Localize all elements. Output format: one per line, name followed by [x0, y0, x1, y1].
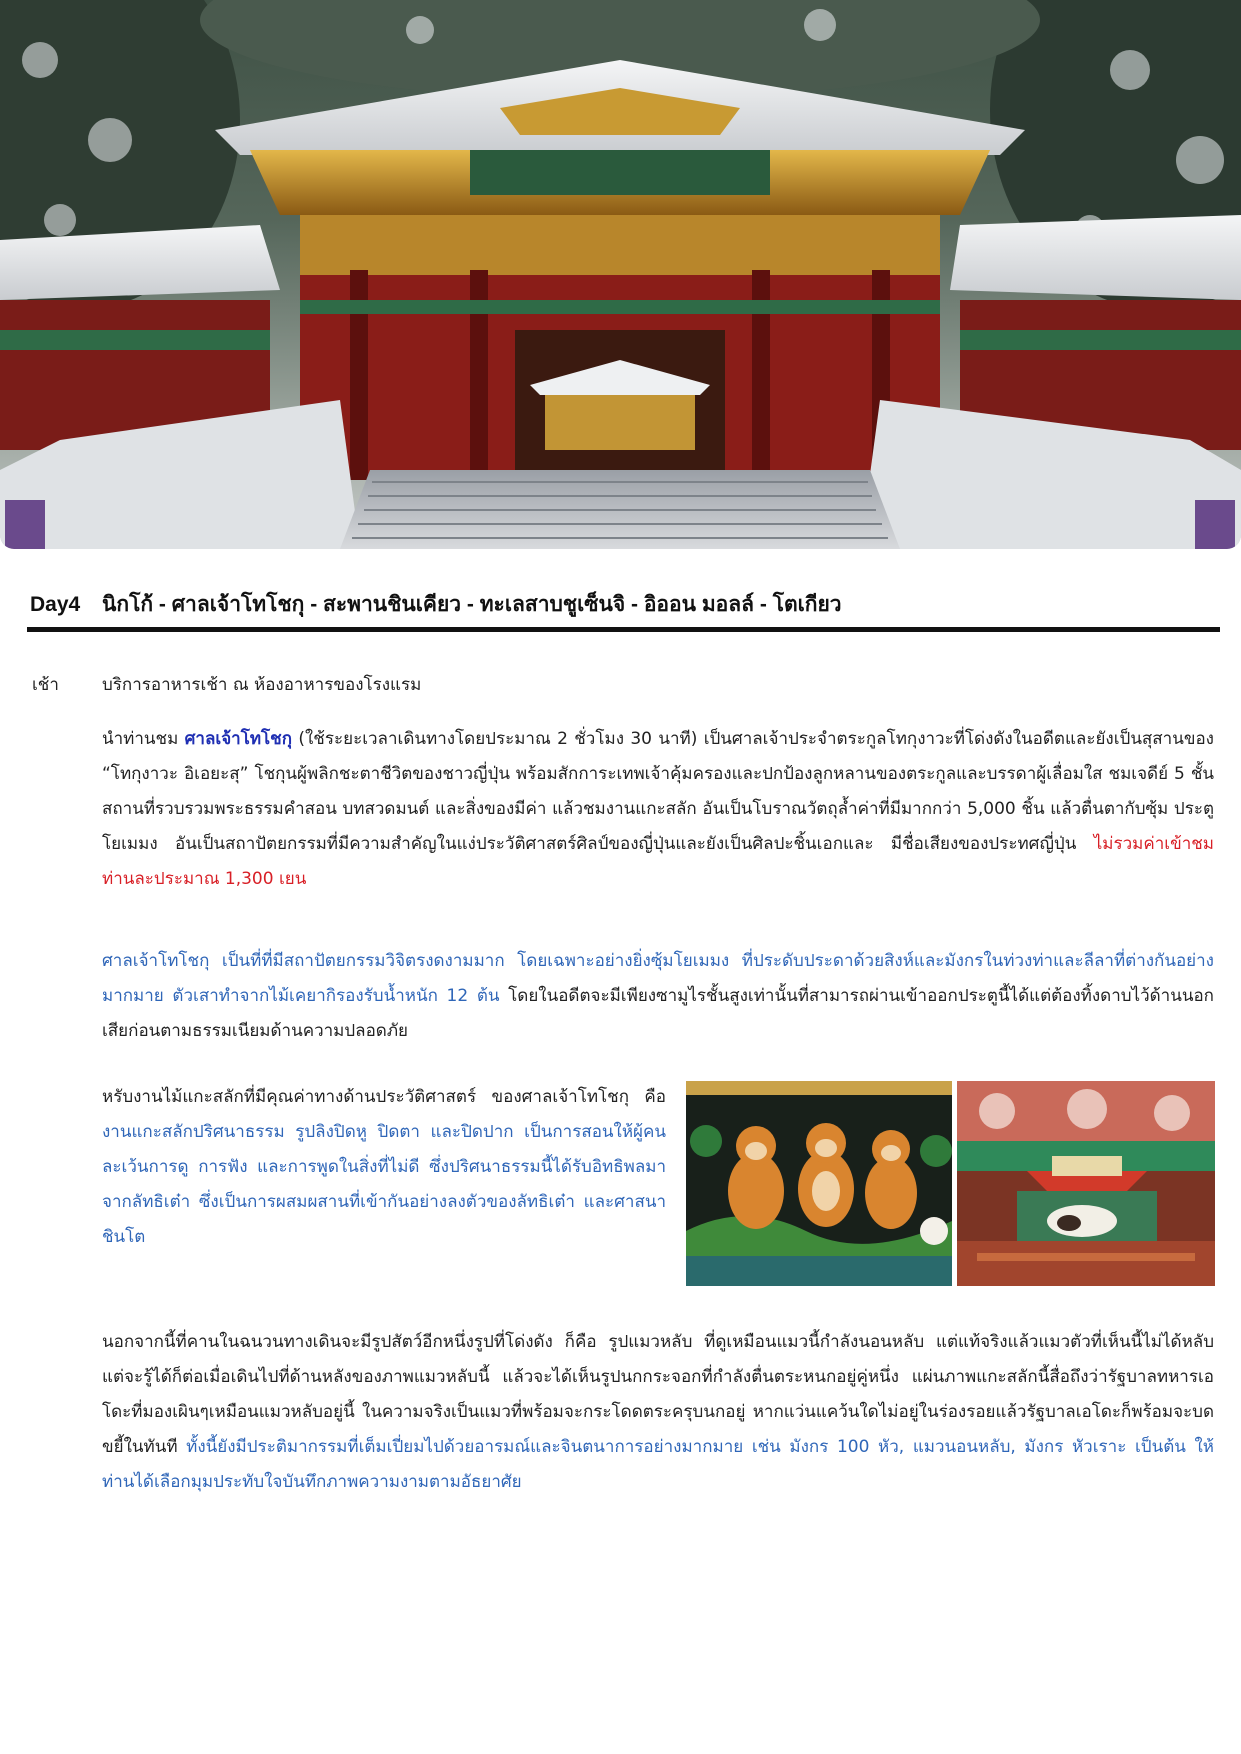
cat-body: นอกจากนี้ที่คานในฉนวนทางเดินจะมีรูปสัตว์อีกหนึ่งรูปที่โด่งดัง ก็คือ รูปแมวหลับ ที่ดูเหมือนแมวนี้กำลังนอนหลับ แต่แท้จริงแล้วแมวตัวที่เห็นนี้ไม่ได้หลับ แต่จะรู้ได้ก็ต่อเมื่อเดินไปที่ด้านหลังของภาพแมวหลับนี้ แล้วจะได้เห็นรูปนกกระจอกที่กำลังตื่นตระหนกอยู่คู่หนึ่ง แผ่นภาพแกะสลักนี้สื่อถึงว่ารัฐบาลทหารเอโดะที่มองเผินๆเหมือนแมวหลับอยู่นี้ ในความจริงเป็นแมวที่พร้อมจะกระโดดตระครุบนกอยู่ หากแว่นแคว้นใดไม่อยู่ในร่องรอยแล้วรัฐบาลเอโดะก็พร้อมจะบด ขยี้ในทันที — [102, 1332, 1214, 1457]
sleeping-cat-illustration — [957, 1081, 1215, 1286]
intro-lead: นำท่านชม — [102, 729, 185, 749]
intro-body: (ใช้ระยะเวลาเดินทางโดยประมาณ 2 ชั่วโมง 30 นาที) เป็นศาลเจ้าประจำตระกูลโทกุงาวะที่โด่งดังในอดีตและยังเป็นสุสานของ “โทกุงาวะ อิเอยะสุ” โชกุนผู้พลิกชะตาชีวิตของชาวญี่ปุ่น พร้อมสักการะเทพเจ้าคุ้มครองและปกป้องลูกหลานของตระกูลและบรรดาผู้เลื่อมใส ชมเจดีย์ 5 ชั้น สถานที่รวบรวมพระธรรมคำสอน บทสวดมนต์ และสิ่งของมีค่า แล้วชมงานแกะสลัก อันเป็นโบราณวัตถุล้ำค่าที่มีมากกว่า 5,000 ชิ้น แล้วตื่นตากับซุ้ม ประตูโยเมมง อันเป็นสถาปัตยกรรมที่มีความสำคัญในแง่ประวัติศาสตร์ศิลป์ของญี่ปุ่นและยังเป็นศิลปะชิ้นเอกและ มีชื่อเสียงของประทศญี่ปุ่น — [102, 729, 1214, 854]
day-header — [30, 588, 1220, 621]
paragraph-sleeping-cat — [102, 1325, 1214, 1500]
header-divider — [27, 627, 1220, 632]
meal-row-breakfast — [32, 668, 1212, 703]
sleeping-cat-photo — [957, 1081, 1215, 1286]
yomeimon-blue-text: ศาลเจ้าโทโชกุ เป็นที่ที่มีสถาปัตยกรรมวิจิตรงดงามมาก โดยเฉพาะอย่างยิ่งซุ้มโยเมมง ที่ประดับประดาด้วยสิงห์และมังกรในท่วงท่าและลีลาที่ต่างกันอย่างมากมาย ตัวเสาทำจากไม้เคยากิรองรับน้ำหนัก 12 ต้น — [102, 951, 1214, 1006]
paragraph-toshogu-intro — [102, 722, 1214, 897]
cat-blue-text: ทั้งนี้ยังมีประติมากรรมที่เต็มเปี่ยมไปด้วยอารมณ์และจินตนาการอย่างมากมาย เช่น มังกร 100 หัว, แมวนอนหลับ, มังกร หัวเราะ เป็นต้น ให้ท่านได้เลือกมุมประทับใจบันทึกภาพความงามตามอัธยาศัย — [102, 1437, 1214, 1492]
hero-illustration — [0, 0, 1241, 549]
paragraph-three-monkeys — [102, 1080, 666, 1255]
day-route-title: นิกโก้ - ศาลเจ้าโทโชกุ - สะพานชินเคียว - ทะเลสาบชูเซ็นจิ - อิออน มอลล์ - โตเกียว — [102, 593, 842, 616]
admission-fee-note: ไม่รวมค่าเข้าชม ท่านละประมาณ 1,300 เยน — [102, 834, 1214, 889]
three-monkeys-photo — [686, 1081, 952, 1286]
three-monkeys-illustration — [686, 1081, 952, 1286]
meal-time-label: เช้า — [32, 675, 59, 695]
meal-description: บริการอาหารเช้า ณ ห้องอาหารของโรงแรม — [102, 675, 422, 695]
day-label: Day4 — [30, 593, 81, 616]
hero-photo-toshogu-gate — [0, 0, 1241, 549]
paragraph-yomeimon — [102, 944, 1214, 1049]
yomeimon-body: โดยในอดีตจะมีเพียงซามูไรชั้นสูงเท่านั้นที่สามารถผ่านเข้าออกประตูนี้ได้แต่ต้องทิ้งดาบไว้ด้านนอกเสียก่อนตามธรรมเนียมด้านความปลอดภัย — [102, 986, 1214, 1041]
monkeys-lead: หรับงานไม้แกะสลักที่มีคุณค่าทางด้านประวัติศาสตร์ ของศาลเจ้าโทโชกุ คือ — [102, 1087, 666, 1107]
toshogu-highlight: ศาลเจ้าโทโชกุ — [184, 729, 293, 749]
monkeys-blue-text: งานแกะสลักปริศนาธรรม รูปลิงปิดหู ปิดตา และปิดปาก เป็นการสอนให้ผู้คนละเว้นการดู การฟัง และการพูดในสิ่งที่ไม่ดี ซึ่งปริศนาธรรมนี้ได้รับอิทธิพลมาจากลัทธิเต๋า ซึ่งเป็นการผสมผสานที่เข้ากันอย่างลงตัวของลัทธิเต๋า และศาสนาชินโต — [102, 1122, 666, 1247]
